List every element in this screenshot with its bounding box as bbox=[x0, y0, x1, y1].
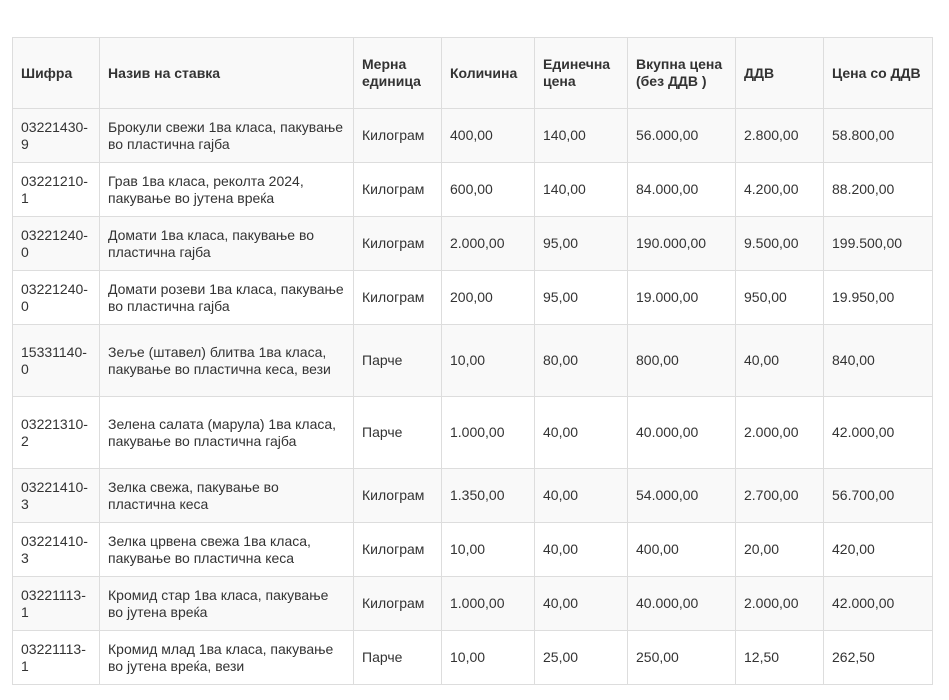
cell-item-name: Брокули свежи 1ва класа, пакување во пластична гајба bbox=[100, 109, 354, 163]
header-price-with-vat: Цена со ДДВ bbox=[824, 38, 933, 109]
cell-total-without-vat: 250,00 bbox=[628, 631, 736, 685]
cell-total-without-vat: 40.000,00 bbox=[628, 577, 736, 631]
header-row bbox=[13, 38, 933, 109]
table-row bbox=[13, 109, 933, 163]
cell-item-name: Домати 1ва класа, пакување во пластична гајба bbox=[100, 217, 354, 271]
table-row bbox=[13, 397, 933, 469]
cell-unit-price: 95,00 bbox=[535, 217, 628, 271]
cell-code: 03221240-0 bbox=[13, 271, 100, 325]
table-row bbox=[13, 631, 933, 685]
cell-unit: Килограм bbox=[354, 469, 442, 523]
cell-unit: Килограм bbox=[354, 271, 442, 325]
cell-total-without-vat: 800,00 bbox=[628, 325, 736, 397]
cell-quantity: 200,00 bbox=[442, 271, 535, 325]
cell-quantity: 1.000,00 bbox=[442, 577, 535, 631]
cell-unit-price: 80,00 bbox=[535, 325, 628, 397]
cell-code: 03221430-9 bbox=[13, 109, 100, 163]
cell-item-name: Кромид стар 1ва класа, пакување во јутена вреќа bbox=[100, 577, 354, 631]
cell-unit-price: 140,00 bbox=[535, 163, 628, 217]
cell-item-name: Грав 1ва класа, реколта 2024, пакување во јутена вреќа bbox=[100, 163, 354, 217]
cell-item-name: Зеље (штавел) блитва 1ва класа, пакување во пластична кеса, вези bbox=[100, 325, 354, 397]
table-row bbox=[13, 163, 933, 217]
cell-vat: 9.500,00 bbox=[736, 217, 824, 271]
cell-total-without-vat: 400,00 bbox=[628, 523, 736, 577]
cell-item-name: Зелка црвена свежа 1ва класа, пакување во пластична кеса bbox=[100, 523, 354, 577]
cell-unit: Килограм bbox=[354, 217, 442, 271]
cell-quantity: 1.000,00 bbox=[442, 397, 535, 469]
cell-price-with-vat: 840,00 bbox=[824, 325, 933, 397]
cell-unit: Килограм bbox=[354, 109, 442, 163]
cell-quantity: 10,00 bbox=[442, 523, 535, 577]
cell-price-with-vat: 19.950,00 bbox=[824, 271, 933, 325]
cell-code: 03221410-3 bbox=[13, 523, 100, 577]
header-vat: ДДВ bbox=[736, 38, 824, 109]
cell-unit: Парче bbox=[354, 397, 442, 469]
table-row bbox=[13, 271, 933, 325]
cell-unit: Килограм bbox=[354, 577, 442, 631]
cell-price-with-vat: 42.000,00 bbox=[824, 577, 933, 631]
cell-price-with-vat: 199.500,00 bbox=[824, 217, 933, 271]
header-item-name: Назив на ставка bbox=[100, 38, 354, 109]
table-row bbox=[13, 523, 933, 577]
table-row bbox=[13, 469, 933, 523]
cell-unit-price: 40,00 bbox=[535, 523, 628, 577]
cell-code: 15331140-0 bbox=[13, 325, 100, 397]
header-code: Шифра bbox=[13, 38, 100, 109]
cell-total-without-vat: 19.000,00 bbox=[628, 271, 736, 325]
header-quantity: Количина bbox=[442, 38, 535, 109]
cell-unit: Парче bbox=[354, 631, 442, 685]
header-total-without-vat: Вкупна цена (без ДДВ ) bbox=[628, 38, 736, 109]
cell-vat: 20,00 bbox=[736, 523, 824, 577]
cell-code: 03221310-2 bbox=[13, 397, 100, 469]
cell-quantity: 1.350,00 bbox=[442, 469, 535, 523]
cell-code: 03221113-1 bbox=[13, 631, 100, 685]
header-unit: Мерна единица bbox=[354, 38, 442, 109]
cell-total-without-vat: 190.000,00 bbox=[628, 217, 736, 271]
cell-unit-price: 40,00 bbox=[535, 397, 628, 469]
cell-unit-price: 40,00 bbox=[535, 469, 628, 523]
cell-item-name: Зелка свежа, пакување во пластична кеса bbox=[100, 469, 354, 523]
cell-vat: 12,50 bbox=[736, 631, 824, 685]
cell-vat: 4.200,00 bbox=[736, 163, 824, 217]
cell-vat: 2.000,00 bbox=[736, 577, 824, 631]
cell-unit-price: 25,00 bbox=[535, 631, 628, 685]
cell-price-with-vat: 88.200,00 bbox=[824, 163, 933, 217]
cell-price-with-vat: 42.000,00 bbox=[824, 397, 933, 469]
cell-total-without-vat: 40.000,00 bbox=[628, 397, 736, 469]
cell-total-without-vat: 56.000,00 bbox=[628, 109, 736, 163]
cell-quantity: 10,00 bbox=[442, 631, 535, 685]
cell-unit-price: 140,00 bbox=[535, 109, 628, 163]
cell-code: 03221113-1 bbox=[13, 577, 100, 631]
cell-total-without-vat: 84.000,00 bbox=[628, 163, 736, 217]
cell-unit: Парче bbox=[354, 325, 442, 397]
cell-unit-price: 95,00 bbox=[535, 271, 628, 325]
items-table bbox=[12, 37, 933, 685]
cell-price-with-vat: 262,50 bbox=[824, 631, 933, 685]
cell-item-name: Домати розеви 1ва класа, пакување во пластична гајба bbox=[100, 271, 354, 325]
cell-price-with-vat: 420,00 bbox=[824, 523, 933, 577]
cell-quantity: 2.000,00 bbox=[442, 217, 535, 271]
table-row bbox=[13, 577, 933, 631]
cell-price-with-vat: 56.700,00 bbox=[824, 469, 933, 523]
table-body bbox=[13, 109, 933, 685]
cell-code: 03221210-1 bbox=[13, 163, 100, 217]
cell-item-name: Зелена салата (марула) 1ва класа, пакување во пластична гајба bbox=[100, 397, 354, 469]
cell-quantity: 400,00 bbox=[442, 109, 535, 163]
cell-unit-price: 40,00 bbox=[535, 577, 628, 631]
cell-total-without-vat: 54.000,00 bbox=[628, 469, 736, 523]
cell-price-with-vat: 58.800,00 bbox=[824, 109, 933, 163]
cell-quantity: 10,00 bbox=[442, 325, 535, 397]
cell-vat: 2.800,00 bbox=[736, 109, 824, 163]
cell-vat: 950,00 bbox=[736, 271, 824, 325]
cell-vat: 2.700,00 bbox=[736, 469, 824, 523]
cell-unit: Килограм bbox=[354, 523, 442, 577]
cell-item-name: Кромид млад 1ва класа, пакување во јутена вреќа, вези bbox=[100, 631, 354, 685]
cell-vat: 40,00 bbox=[736, 325, 824, 397]
table-row bbox=[13, 217, 933, 271]
cell-quantity: 600,00 bbox=[442, 163, 535, 217]
cell-code: 03221240-0 bbox=[13, 217, 100, 271]
table-row bbox=[13, 325, 933, 397]
cell-unit: Килограм bbox=[354, 163, 442, 217]
header-unit-price: Единечна цена bbox=[535, 38, 628, 109]
cell-code: 03221410-3 bbox=[13, 469, 100, 523]
cell-vat: 2.000,00 bbox=[736, 397, 824, 469]
items-table-container bbox=[12, 37, 932, 685]
